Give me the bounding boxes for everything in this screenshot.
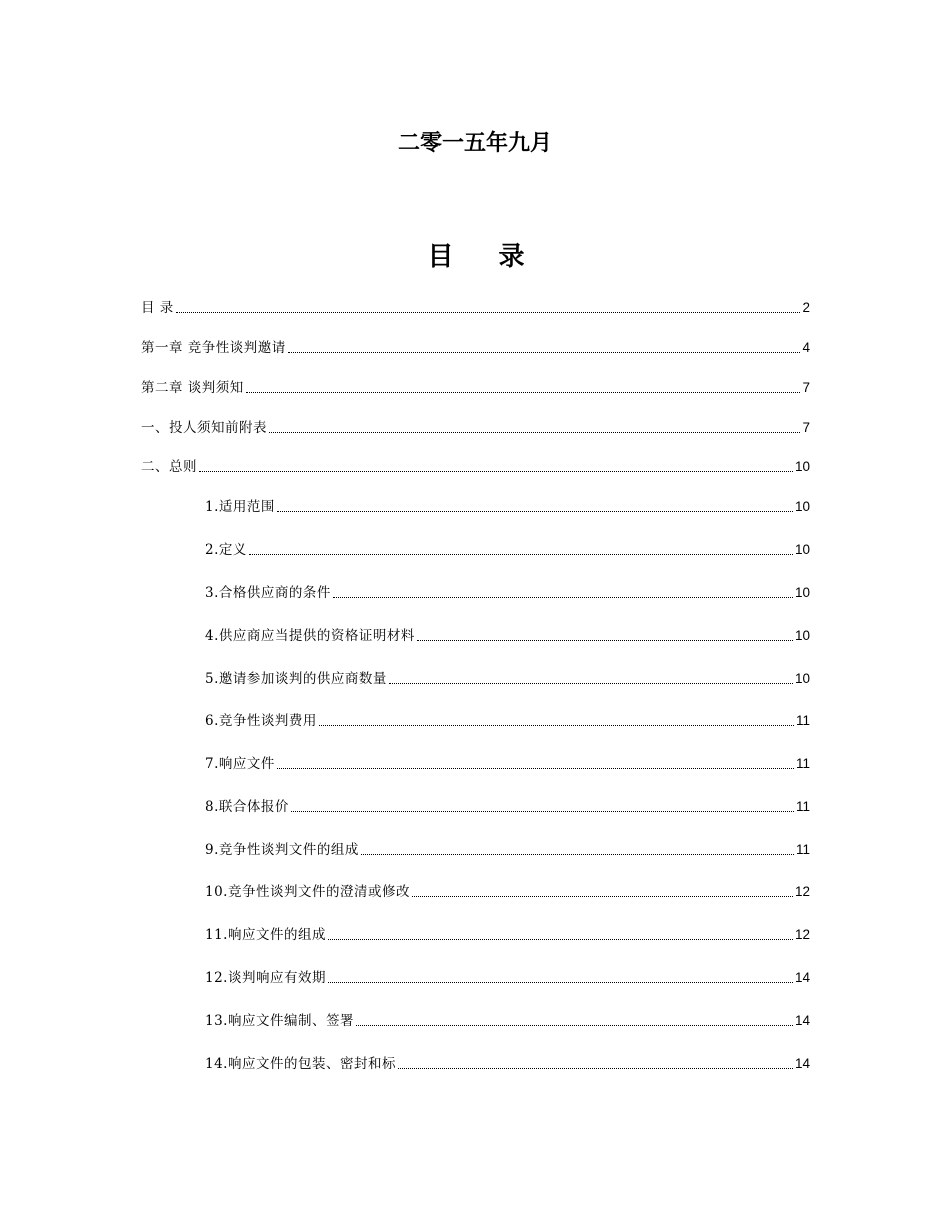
toc-dot-leader [356,1025,793,1026]
toc-dot-leader [291,811,794,812]
toc-page-number: 11 [795,756,810,771]
toc-dot-leader [361,854,794,855]
toc-dot-leader [417,640,793,641]
toc-dot-leader [246,392,801,393]
toc-entry[interactable] [205,924,810,946]
toc-entry-text: 4.供应商应当提供的资格证明材料 [205,628,415,644]
toc-entry[interactable] [141,297,810,319]
toc-entry-text: 第一章 竞争性谈判邀请 [141,340,286,356]
toc-entry[interactable] [205,625,810,647]
toc-dot-leader [398,1068,793,1069]
toc-entry-text: 2.定义 [205,542,247,558]
toc-page-number: 14 [794,1013,810,1028]
toc-entry[interactable] [205,496,810,518]
toc-page-number: 10 [794,542,810,557]
toc-dot-leader [176,312,801,313]
toc-entry[interactable] [205,881,810,903]
toc-page-number: 12 [794,927,810,942]
toc-title: 目 录 [427,242,543,272]
toc-page-number: 4 [802,340,810,355]
toc-entry-text: 第二章 谈判须知 [141,380,244,396]
toc-entry-text: 目 录 [141,300,174,316]
toc-entry[interactable] [205,967,810,989]
toc-page-number: 14 [794,1056,810,1071]
toc-page-number: 11 [795,713,810,728]
toc-dot-leader [277,768,794,769]
toc-page-number: 12 [794,884,810,899]
toc-entry[interactable] [205,839,810,861]
date-heading: 二零一五年九月 [397,131,552,156]
toc-entry-text: 9.竞争性谈判文件的组成 [205,842,359,858]
toc-page-number: 11 [795,842,810,857]
toc-page-number: 10 [794,499,810,514]
toc-entry-text: 12.谈判响应有效期 [205,970,326,986]
toc-entry[interactable] [205,710,810,732]
toc-entry[interactable] [205,753,810,775]
toc-entry[interactable] [205,668,810,690]
toc-entry-text: 3.合格供应商的条件 [205,585,331,601]
toc-entry-text: 5.邀请参加谈判的供应商数量 [205,671,387,687]
toc-entry-text: 7.响应文件 [205,756,275,772]
toc-dot-leader [288,352,801,353]
toc-entry[interactable] [141,417,810,439]
toc-dot-leader [249,554,793,555]
toc-entry-text: 6.竞争性谈判费用 [205,713,317,729]
toc-entry-text: 13.响应文件编制、签署 [205,1013,354,1029]
toc-dot-leader [389,683,793,684]
toc-page-number: 7 [802,420,810,435]
toc-page-number: 14 [794,970,810,985]
toc-page-number: 2 [802,300,810,315]
toc-dot-leader [269,432,800,433]
toc-entry[interactable] [141,456,810,478]
toc-dot-leader [333,597,793,598]
toc-page-number: 10 [794,459,810,474]
toc-entry-text: 一、投人须知前附表 [141,420,267,436]
toc-dot-leader [319,725,794,726]
toc-entry-text: 二、总则 [141,459,197,475]
toc-entry[interactable] [205,796,810,818]
toc-dot-leader [277,511,793,512]
toc-entry[interactable] [205,539,810,561]
toc-page-number: 10 [794,628,810,643]
toc-entry-text: 11.响应文件的组成 [205,927,326,943]
toc-page-number: 10 [794,671,810,686]
toc-dot-leader [412,896,793,897]
toc-dot-leader [199,471,793,472]
toc-page-number: 10 [794,585,810,600]
toc-entry[interactable] [141,337,810,359]
toc-entry[interactable] [205,1053,810,1075]
toc-entry-text: 14.响应文件的包装、密封和标 [205,1056,396,1072]
toc-entry-text: 1.适用范围 [205,499,275,515]
toc-entry-text: 8.联合体报价 [205,799,289,815]
toc-dot-leader [328,982,793,983]
toc-page-number: 11 [795,799,810,814]
toc-entry[interactable] [205,1010,810,1032]
toc-page-number: 7 [802,380,810,395]
toc-entry[interactable] [205,582,810,604]
toc-entry-text: 10.竞争性谈判文件的澄清或修改 [205,884,410,900]
toc-entry[interactable] [141,377,810,399]
toc-dot-leader [328,939,793,940]
